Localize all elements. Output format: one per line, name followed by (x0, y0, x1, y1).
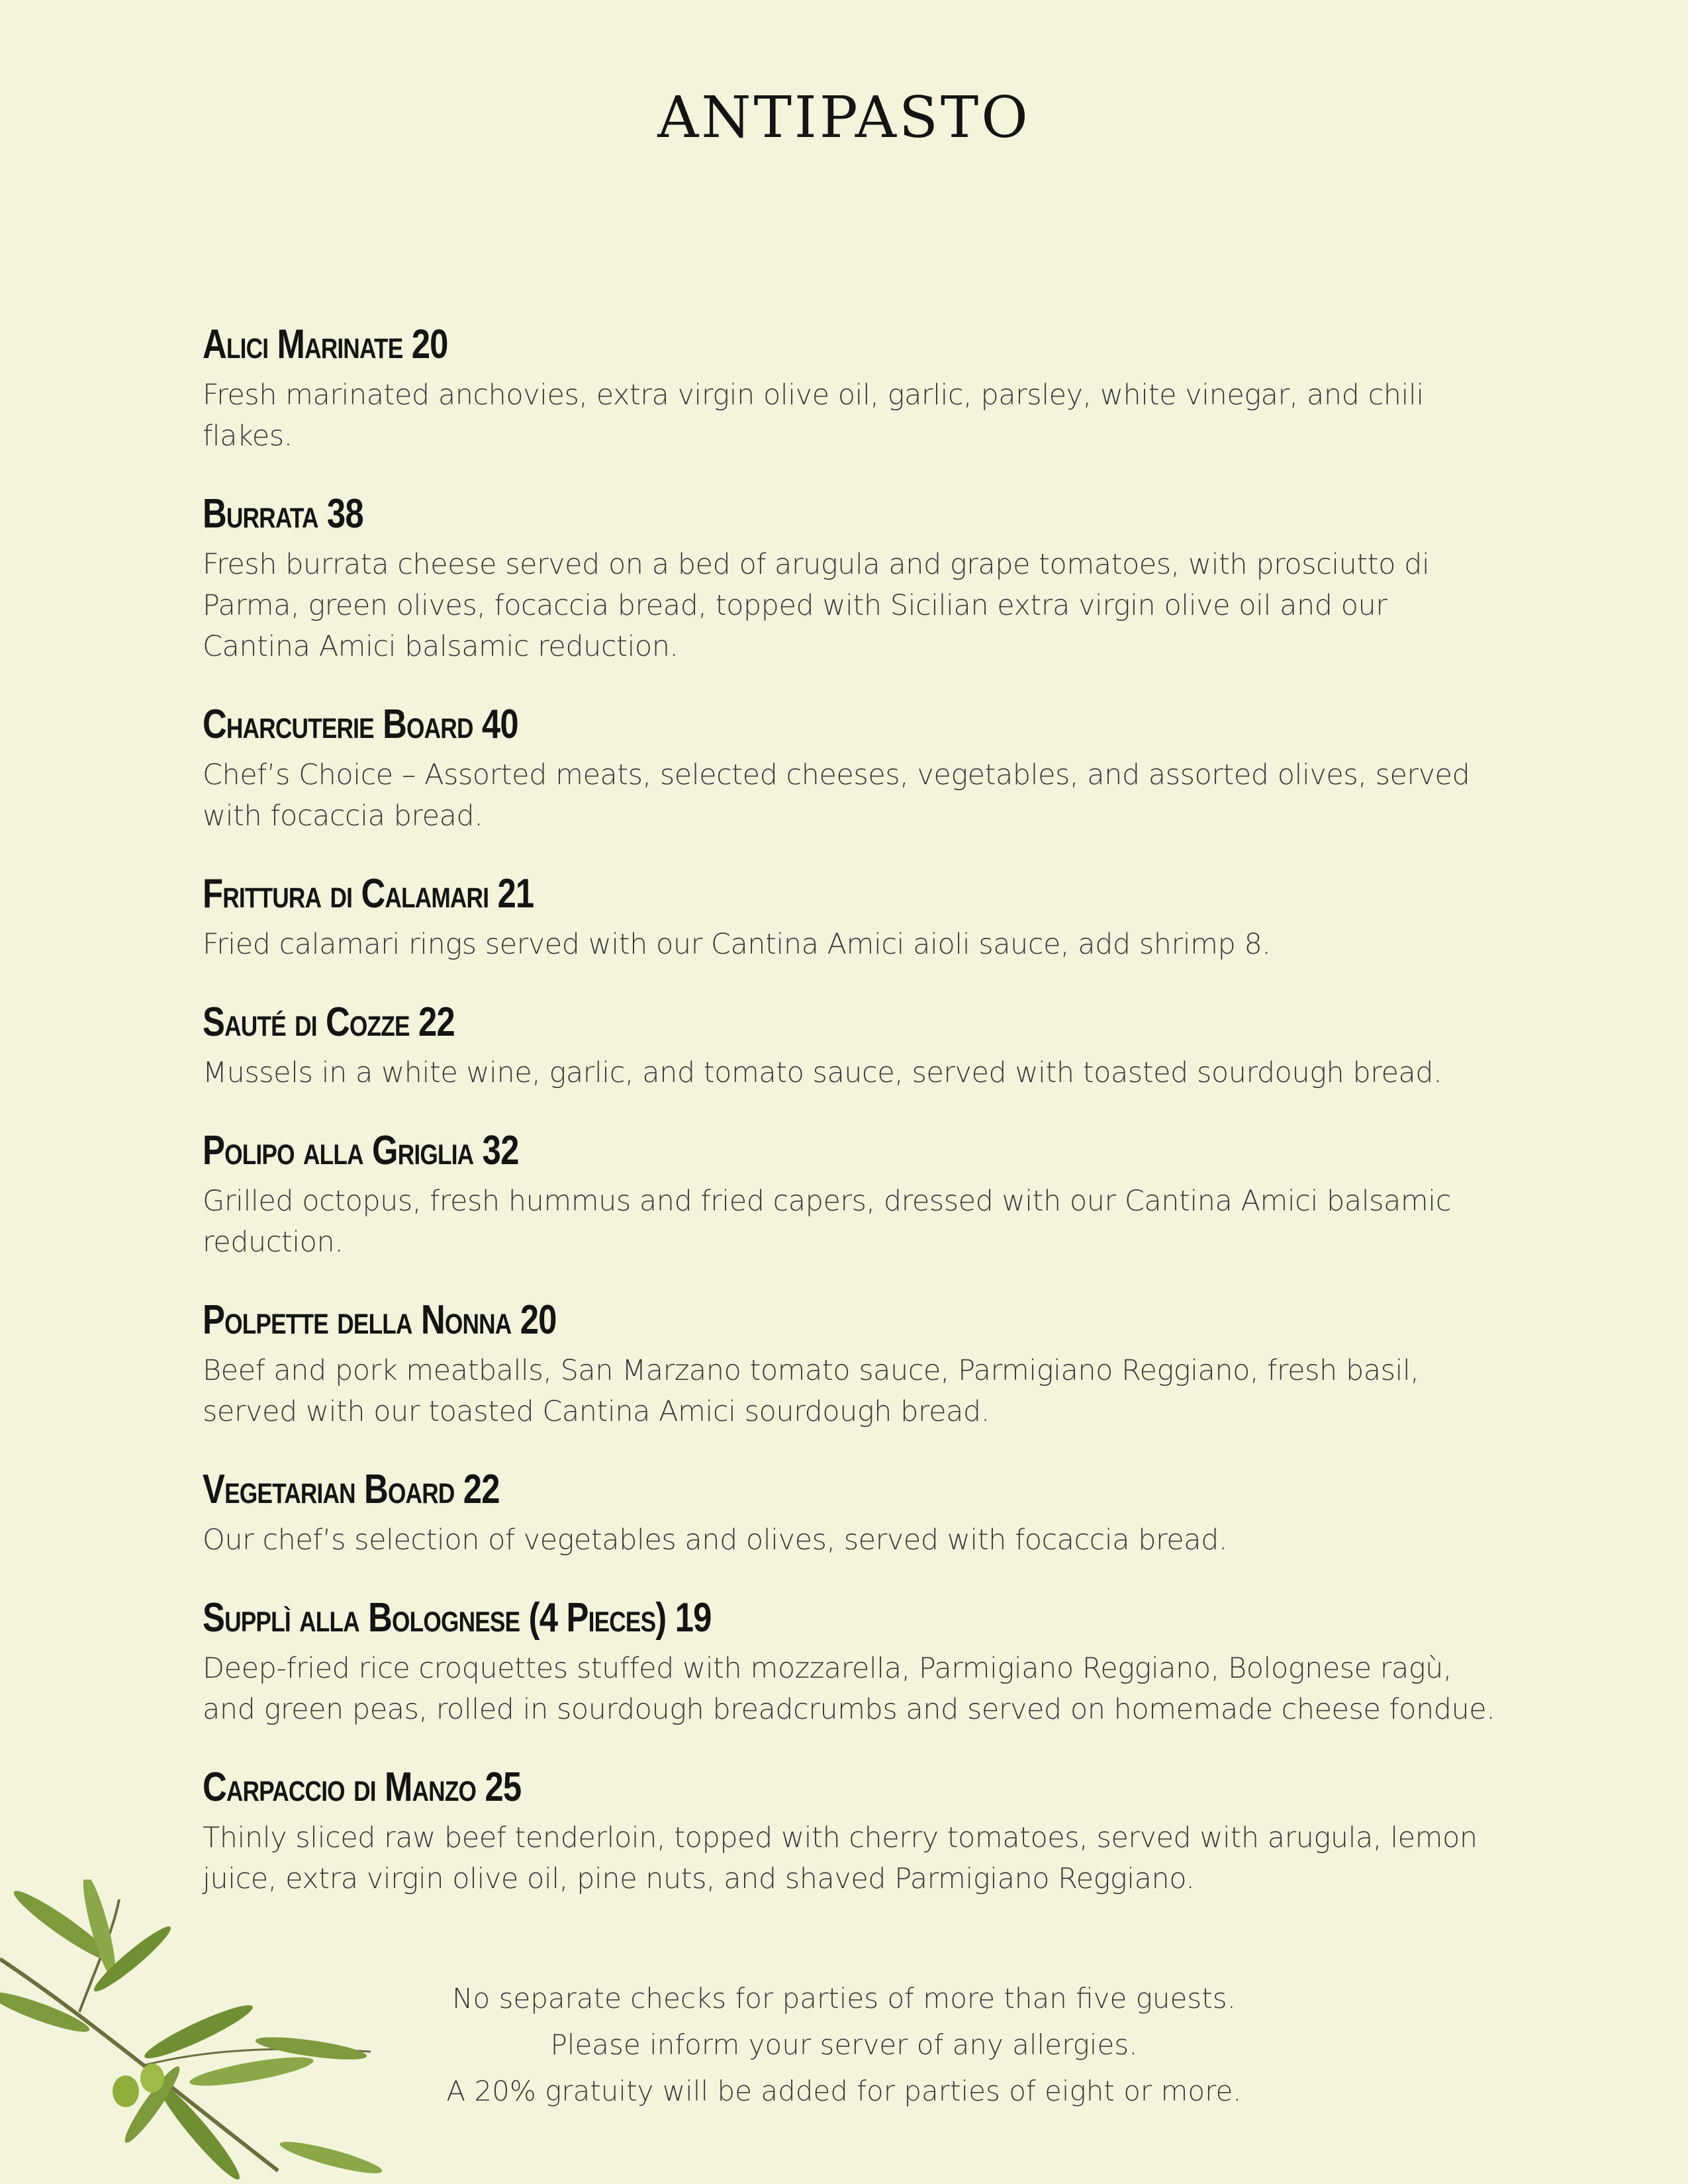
menu-item-description: Thinly sliced raw beef tenderloin, topped with cherry tomatoes, served with arugula, lemon juice, extra virgin olive oil, pine nuts, and shaved Parmigiano Reggiano. (203, 1821, 1477, 1895)
menu-item-description: Chef’s Choice – Assorted meats, selected cheeses, vegetables, and assorted olives, served with focaccia bread. (203, 758, 1470, 833)
page-title: ANTIPASTO (657, 85, 1031, 151)
menu-item-name: Polipo alla Griglia 32 (203, 1128, 519, 1173)
menu-item (203, 1125, 1513, 1263)
menu-item-name: Polpette della Nonna 20 (203, 1297, 557, 1343)
menu-item (203, 319, 1513, 457)
menu-item-description: Mussels in a white wine, garlic, and tomato sauce, served with toasted sourdough bread. (203, 1056, 1442, 1089)
menu-item (203, 868, 1513, 965)
menu-item (203, 997, 1513, 1093)
menu-item (203, 488, 1513, 667)
menu-item-description: Our chef’s selection of vegetables and olives, served with focaccia bread. (203, 1524, 1228, 1557)
menu-item-name: Carpaccio di Manzo 25 (203, 1764, 522, 1810)
menu-item-name: Sauté di Cozze 22 (203, 999, 455, 1045)
menu-item (203, 699, 1513, 837)
menu-item (203, 1464, 1513, 1561)
menu-item-name: Burrata 38 (203, 491, 363, 537)
menu-item-description: Deep-fried rice croquettes stuffed with mozzarella, Parmigiano Reggiano, Bolognese ragù, and green peas, rolled in sourdough breadcrumbs and served on homemade cheese fondue. (203, 1652, 1495, 1726)
menu-item-description: Fresh burrata cheese served on a bed of arugula and grape tomatoes, with prosciutto di Parma, green olives, focaccia bread, topped with Sicilian extra virgin olive oil and our Cantina Amici balsamic reduction. (203, 548, 1430, 663)
menu-item-description: Grilled octopus, fresh hummus and fried capers, dressed with our Cantina Amici balsamic reduction. (203, 1185, 1451, 1259)
footer-notes (0, 1976, 1688, 2115)
footer-line: No separate checks for parties of more than five guests. (452, 1982, 1236, 2015)
menu-item-description: Fried calamari rings served with our Cantina Amici aioli sauce, add shrimp 8. (203, 928, 1271, 961)
menu-item-name: Supplì alla Bolognese (4 Pieces) 19 (203, 1595, 712, 1641)
olive-leaf (278, 2136, 385, 2179)
menu-item-name: Charcuterie Board 40 (203, 702, 518, 747)
menu-item-name: Frittura di Calamari 21 (203, 871, 534, 917)
footer-line: Please inform your server of any allergies. (550, 2028, 1138, 2061)
menu-item (203, 1295, 1513, 1432)
menu-item (203, 1592, 1513, 1730)
menu-item (203, 1762, 1513, 1899)
menu-item-name: Vegetarian Board 22 (203, 1467, 500, 1512)
menu-item-description: Beef and pork meatballs, San Marzano tomato sauce, Parmigiano Reggiano, fresh basil, served with our toasted Cantina Amici sourdough bread. (203, 1354, 1419, 1428)
menu-list (203, 319, 1513, 1931)
menu-item-name: Alici Marinate 20 (203, 322, 448, 367)
menu-item-description: Fresh marinated anchovies, extra virgin olive oil, garlic, parsley, white vinegar, and chili flakes. (203, 379, 1424, 453)
footer-line: A 20% gratuity will be added for parties of eight or more. (446, 2075, 1242, 2107)
